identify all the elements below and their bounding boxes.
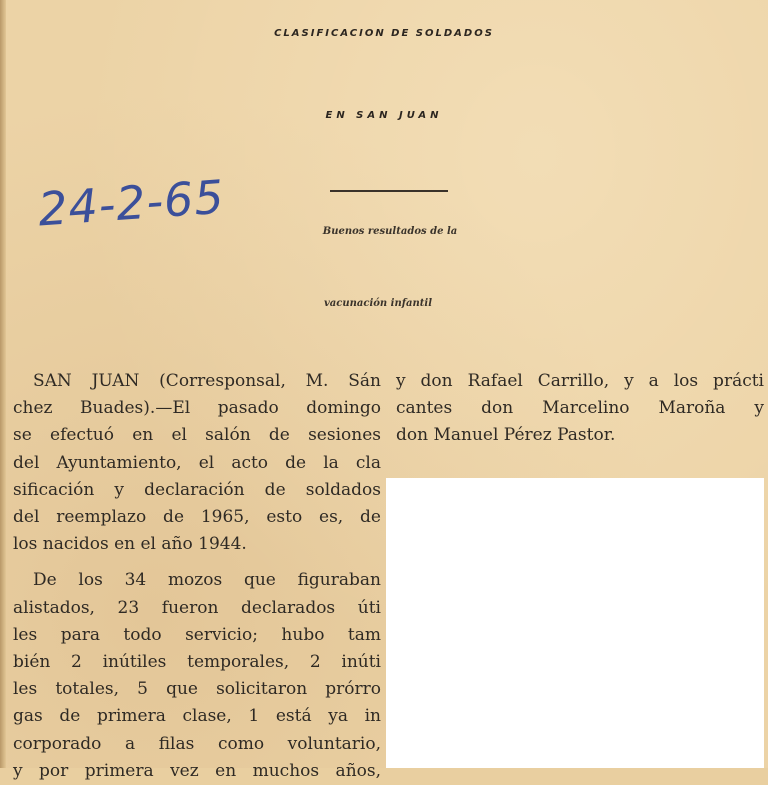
- article-line: sificación y declaración de soldados: [13, 479, 381, 500]
- headline-line-2: EN SAN JUAN: [325, 110, 443, 121]
- article-line: don Manuel Pérez Pastor.: [396, 425, 616, 446]
- article-line: gas de primera clase, 1 está ya in: [13, 706, 381, 727]
- article-line: del reemplazo de 1965, esto es, de: [13, 507, 381, 528]
- article-line: cantes don Marcelino Maroña y: [396, 398, 764, 419]
- article-column-left: [13, 368, 381, 785]
- article-column-right: [396, 368, 764, 450]
- article-line: les totales, 5 que solicitaron prórro: [13, 679, 381, 700]
- subheadline-line-2: vacunación infantil: [323, 298, 433, 309]
- headline-divider: [330, 190, 448, 192]
- article-line: bién 2 inútiles temporales, 2 inúti: [13, 652, 381, 673]
- headline-line-1: CLASIFICACION DE SOLDADOS: [274, 28, 494, 39]
- article-line: se efectuó en el salón de sesiones: [13, 425, 381, 446]
- article-line: los nacidos en el año 1944.: [13, 534, 247, 555]
- subheadline-line-1: Buenos resultados de la: [322, 226, 458, 237]
- blank-mask: [386, 478, 764, 768]
- article-line: SAN JUAN (Corresponsal, M. Sán: [33, 371, 381, 391]
- article-line: alistados, 23 fueron declarados úti: [13, 597, 381, 618]
- article-line: De los 34 mozos que figuraban: [33, 570, 381, 591]
- article-line: corporado a filas como voluntario,: [13, 733, 381, 754]
- article-line: chez Buades).—El pasado domingo: [13, 398, 381, 419]
- article-line: y por primera vez en muchos años,: [13, 760, 381, 781]
- article-line: y don Rafael Carrillo, y a los prácti: [396, 371, 764, 391]
- article-line: del Ayuntamiento, el acto de la cla: [13, 452, 381, 473]
- handwritten-date: 24-2-65: [36, 169, 227, 237]
- article-line: les para todo servicio; hubo tam: [13, 624, 381, 645]
- paragraph-gap: [13, 558, 381, 567]
